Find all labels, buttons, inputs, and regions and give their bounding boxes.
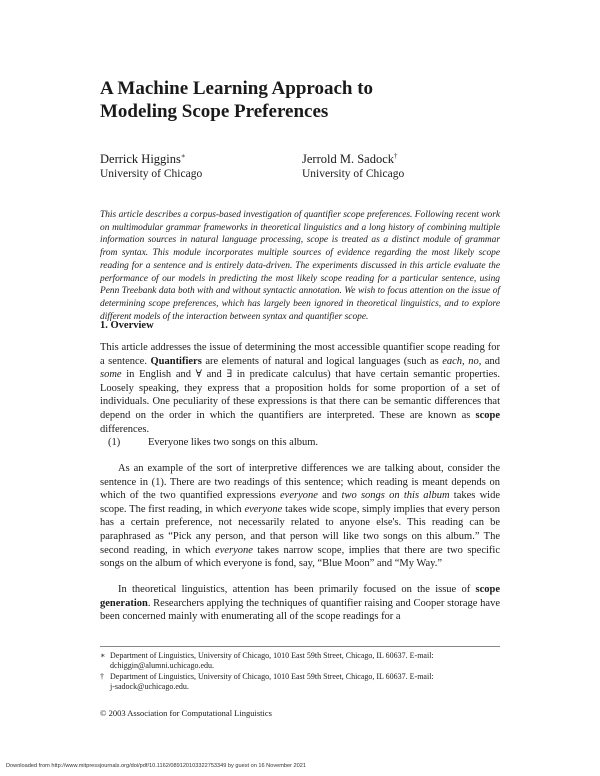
author-2 — [302, 152, 404, 182]
section-title: Overview — [110, 320, 154, 331]
paper-title — [100, 77, 373, 123]
author-2-footnote-mark[interactable]: † — [394, 151, 398, 160]
paragraph-3: In theoretical linguistics, attention has been primarily focused on the issue of scope generation. Researchers applying the techniques of quantifier raising and Cooper storage have been concerned mainly with enumerating all of the scope readings for a — [100, 584, 500, 623]
author-2-name: Jerrold M. Sadock — [302, 152, 394, 166]
term-scope-generation: scope generation — [100, 584, 500, 609]
footnote-2-mark: † — [100, 671, 104, 681]
abstract: This article describes a corpus-based investigation of quantifier scope preferences. Following recent work on multimodular grammar frameworks in theoretical linguistics and a long history of combining multiple information sources in natural language processing, scope is treated as a distinct module of grammar from syntax. This module incorporates multiple sources of evidence regarding the most likely scope reading for a sentence and is entirely data-driven. The experiments discussed in this article evaluate the performance of our models in predicting the most likely scope reading for a particular sentence, using Penn Treebank data both with and without syntactic annotation. We wish to focus attention on the issue of determining scope preferences, which has largely been ignored in theoretical linguistics, and to explore different models of the interaction between syntax and quantifier scope. — [100, 210, 500, 322]
footnote-divider — [100, 646, 500, 647]
author-1-affiliation: University of Chicago — [100, 168, 203, 180]
title-line-2: Modeling Scope Preferences — [100, 101, 329, 122]
section-number: 1. — [100, 320, 108, 331]
footnote-1-mark: ∗ — [100, 651, 106, 660]
copyright-notice: © 2003 Association for Computational Linguistics — [100, 708, 272, 718]
footnote-2 — [100, 672, 500, 693]
footnote-1-email[interactable]: dchiggin@alumni.uchicago.edu. — [110, 661, 215, 671]
example-sentence: Everyone likes two songs on this album. — [148, 437, 319, 448]
author-2-affiliation: University of Chicago — [302, 168, 405, 180]
author-1-name: Derrick Higgins — [100, 152, 181, 166]
example-1 — [108, 437, 318, 448]
footnote-2-email[interactable]: j-sadock@uchicago.edu. — [110, 682, 189, 692]
download-watermark[interactable]: Downloaded from http://www.mitpressjournals.org/doi/pdf/10.1162/089120103322753349 by guest on 16 November 2021 — [6, 763, 306, 769]
section-heading — [100, 320, 154, 331]
example-number: (1) — [108, 437, 121, 448]
author-1 — [100, 152, 202, 182]
term-scope: scope — [475, 409, 500, 421]
footnotes — [100, 651, 500, 693]
footnote-2-text: Department of Linguistics, University of Chicago, 1010 East 59th Street, Chicago, IL 60637. E-mail: — [110, 671, 434, 681]
title-line-1: A Machine Learning Approach to — [100, 78, 374, 99]
author-1-footnote-mark[interactable]: ∗ — [180, 151, 186, 160]
paragraph-1: This article addresses the issue of determining the most accessible quantifier scope reading for a sentence. Quantifiers are elements of natural and logical languages (such as each, no, and some in English and ∀ and ∃ in predicate calculus) that have certain semantic properties. Loosely speaking, they express that a proposition holds for some proportion of a set of individuals. One peculiarity of these expressions is that there can be semantic differences that depend on the order in which the quantifiers are interpreted. These are known as scope differences. — [100, 342, 500, 435]
footnote-1-text: Department of Linguistics, University of Chicago, 1010 East 59th Street, Chicago, IL 60637. E-mail: — [110, 651, 434, 660]
footnote-1 — [100, 651, 500, 672]
paragraph-2: As an example of the sort of interpretive differences we are talking about, consider the sentence in (1). There are two readings of this sentence; which reading is meant depends on which of the two quantified expressions everyone and two songs on this album takes wide scope. The first reading, in which everyone takes wide scope, simply implies that every person has a certain preference, not necessarily related to anyone else's. This reading can be paraphrased as “Pick any person, and that person will like two songs on this album.” The second reading, in which everyone takes narrow scope, implies that there are two specific songs on the album of which everyone is fond, say, “Blue Moon” and “My Way.” — [100, 463, 500, 570]
term-quantifiers: Quantifiers — [150, 355, 202, 367]
